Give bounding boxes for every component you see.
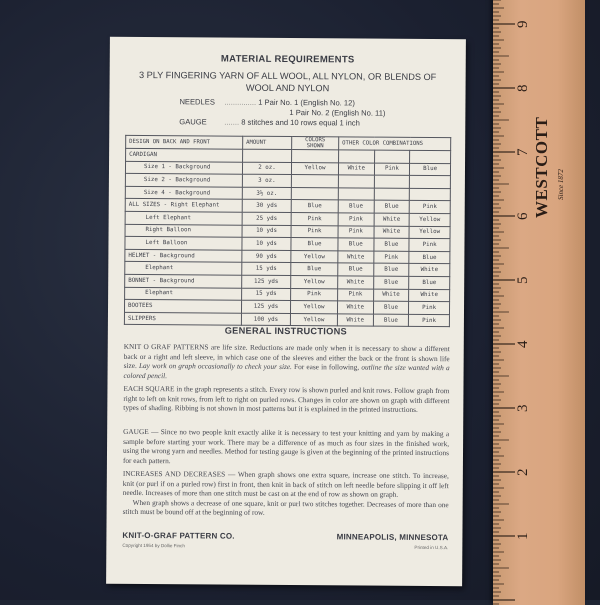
cell-combo-3: Yellow — [409, 226, 450, 239]
cell-combo-2: Blue — [374, 200, 410, 213]
paragraph-italic: outline the size wanted with a colored pencil. — [123, 362, 450, 380]
printed-notice: Printed in U.S.A. — [414, 544, 449, 551]
cell-combo-3 — [410, 188, 451, 201]
cell-combo-2: Blue — [373, 314, 409, 327]
cell-combo-3: Pink — [409, 314, 450, 327]
ruler-since: Since 1872 — [557, 169, 565, 200]
cell-colors-shown: Yellow — [290, 301, 337, 314]
ruler-brand: WESTCOTT — [532, 116, 551, 218]
cell-colors-shown: Blue — [291, 200, 338, 213]
ruler-number: 1 — [515, 532, 531, 540]
cell-colors-shown: Yellow — [290, 313, 337, 326]
cell-design: Elephant — [125, 287, 242, 300]
ruler-number: 4 — [515, 340, 531, 348]
needles-label: NEEDLES — [179, 97, 215, 107]
ruler-number: 2 — [515, 468, 531, 476]
paragraph-lead: GAUGE — [123, 426, 149, 437]
cell-design: Elephant — [125, 262, 242, 275]
paragraph-increases — [123, 469, 449, 519]
cell-combo-2: White — [373, 289, 409, 302]
cell-design: SLIPPERS — [124, 312, 241, 325]
cell-amount: 90 yds — [242, 250, 291, 263]
paragraph-text: in the graph represents a stitch. Every row is shown purled and knit rows. Follow graph from right to left on knit rows, from left to right on purled rows. Changes in color are shown on graph with different types of shading. Ribbing is not shown in most patterns but it is explained in the printed instructions. — [123, 384, 450, 415]
cell-amount: 3 oz. — [242, 174, 291, 187]
cell-colors-shown: Blue — [291, 263, 338, 276]
cell-combo-3: Blue — [409, 251, 450, 264]
cell-combo-1: White — [337, 301, 373, 314]
company-city: MINNEAPOLIS, MINNESOTA — [336, 532, 449, 543]
material-requirements-heading: MATERIAL REQUIREMENTS — [220, 53, 355, 66]
gauge-row — [179, 117, 449, 128]
cell-colors-shown — [291, 175, 338, 188]
cell-combo-2: Pink — [373, 251, 409, 264]
cell-design: Left Balloon — [125, 237, 242, 250]
cell-colors-shown: Yellow — [291, 162, 338, 175]
cell-combo-1 — [339, 150, 375, 163]
cell-design: ALL SIZES - Right Elephant — [125, 199, 242, 212]
cell-amount: 15 yds — [242, 288, 291, 301]
cell-colors-shown: Blue — [291, 238, 338, 251]
cell-combo-1: Pink — [338, 213, 374, 226]
cell-design: Size 4 - Background — [125, 186, 242, 199]
general-instructions-heading: GENERAL INSTRUCTIONS — [224, 325, 348, 337]
cell-combo-2: White — [374, 213, 410, 226]
paragraph-italic: Lay work on graph occasionally to check your size. — [138, 361, 292, 372]
paragraph-lead: EACH SQUARE — [123, 383, 175, 394]
paragraph-text: For ease in following, — [294, 362, 360, 372]
cell-design: Size 1 - Background — [125, 161, 242, 174]
cell-amount: 25 yds — [242, 212, 291, 225]
cell-amount: 10 yds — [242, 225, 291, 238]
ruler-markings — [493, 0, 585, 605]
cell-combo-1: Blue — [338, 263, 374, 276]
wooden-ruler — [493, 0, 585, 605]
cell-combo-1: White — [338, 276, 374, 289]
cell-design: HELMET - Background — [125, 249, 242, 262]
cell-amount: 100 yds — [241, 313, 290, 326]
cell-amount: 125 yds — [241, 300, 290, 313]
cell-combo-2: Blue — [373, 263, 409, 276]
needles-dots: ............... — [224, 97, 257, 107]
cell-combo-3: Blue — [409, 276, 450, 289]
cell-combo-1 — [338, 188, 374, 201]
cell-combo-3: Yellow — [409, 213, 450, 226]
cell-combo-1: White — [338, 251, 374, 264]
cell-colors-shown: Yellow — [291, 275, 338, 288]
cell-amount: 125 yds — [242, 275, 291, 288]
cell-combo-2 — [374, 188, 410, 201]
paragraph-text: When graph shows a decrease of one square, knit or purl two stitches together. Decreases of more than one stitch must be bound off at the beginning of row. — [122, 497, 449, 518]
cell-design: Size 2 - Background — [125, 174, 242, 187]
cell-combo-3: Pink — [409, 201, 450, 214]
paragraph-text: are life size. Reductions are made only when it is necessary to show a different back or a right and left sleeve, in which case one of the sleeves and either the back or the front is shown life size. — [123, 342, 450, 371]
ruler-number: 6 — [515, 212, 531, 220]
paragraph-text: — When graph shows one extra square, increase one stitch. To increase, knit (or purl if on a purled row) first in front, then knit in back of stitch on left needle before slipping it off left needle. Increases of more than one stitch must be cast on at the end of row as shown on graph. — [122, 469, 449, 499]
cell-colors-shown — [292, 150, 339, 163]
cell-combo-1: White — [337, 314, 373, 327]
cell-combo-1 — [338, 175, 374, 188]
header-amount: AMOUNT — [243, 136, 292, 149]
cell-combo-3: Pink — [409, 239, 450, 252]
cell-combo-2: Blue — [374, 238, 410, 251]
cell-combo-1: White — [338, 162, 374, 175]
cell-combo-2 — [374, 150, 410, 163]
header-other-combinations: OTHER COLOR COMBINATIONS — [339, 137, 451, 151]
cell-combo-1: Pink — [338, 225, 374, 238]
material-table — [124, 135, 451, 328]
cell-combo-3: White — [409, 264, 450, 277]
cell-colors-shown: Pink — [291, 213, 338, 226]
ruler-number: 5 — [515, 276, 531, 284]
cell-combo-2: Blue — [373, 276, 409, 289]
paragraph-each-square — [123, 384, 449, 415]
pattern-card — [106, 37, 466, 586]
paragraph-lead: KNIT O GRAF PATTERNS — [123, 341, 209, 352]
cell-combo-2: White — [374, 226, 410, 239]
gauge-dots: ....... — [224, 117, 240, 127]
cell-combo-2 — [374, 175, 410, 188]
copyright-notice: Copyright 1954 by Dollie Finch — [122, 542, 185, 549]
cell-amount: 2 oz. — [242, 162, 291, 175]
cell-design: BOOTEES — [124, 299, 241, 312]
cell-amount: 30 yds — [242, 200, 291, 213]
cell-combo-1: Blue — [338, 238, 374, 251]
cell-combo-3 — [410, 176, 451, 189]
needles-row — [179, 97, 449, 108]
needles-value-1: 1 Pair No. 1 (English No. 12) — [258, 97, 355, 108]
header-design: DESIGN ON BACK AND FRONT — [126, 135, 243, 149]
cell-combo-3 — [410, 150, 451, 163]
cell-combo-1: Pink — [338, 288, 374, 301]
cell-amount — [243, 149, 292, 162]
paragraph-gauge — [123, 427, 449, 468]
header-colors-shown: COLORS SHOWN — [292, 137, 339, 150]
cell-design: CARDIGAN — [126, 148, 243, 161]
cell-design: Right Balloon — [125, 224, 242, 237]
cell-colors-shown: Yellow — [291, 250, 338, 263]
cell-combo-2: Pink — [374, 163, 410, 176]
cell-combo-1: Blue — [338, 200, 374, 213]
ruler-number: 8 — [515, 84, 531, 92]
cell-colors-shown: Pink — [291, 225, 338, 238]
paragraph-life-size — [124, 342, 450, 383]
table-body — [124, 148, 450, 327]
yarn-line: 3 PLY FINGERING YARN OF ALL WOOL, ALL NYLON, OR BLENDS OF WOOL AND NYLON — [138, 69, 437, 94]
cell-design: BONNET - Background — [125, 274, 242, 287]
cell-colors-shown: Pink — [291, 288, 338, 301]
cell-combo-3: Pink — [409, 301, 450, 314]
cell-amount: 15 yds — [242, 263, 291, 276]
ruler-number: 7 — [515, 148, 531, 156]
needles-value-2: 1 Pair No. 2 (English No. 11) — [289, 108, 386, 118]
cell-combo-2: Blue — [373, 301, 409, 314]
paragraph-lead: INCREASES AND DECREASES — [122, 468, 226, 479]
cell-amount: 10 yds — [242, 237, 291, 250]
gauge-label: GAUGE — [179, 117, 207, 127]
cell-combo-3: White — [409, 289, 450, 302]
cell-colors-shown — [291, 187, 338, 200]
paragraph-text: — Since no two people knit exactly alike it is necessary to test your knitting and yarn by making a sample before starting your work. There may be a difference of as much as four sizes in the finished work, using the wrong yarn and needles. Method for testing gauge is given at the beginning of the printed instructions for each pattern. — [122, 427, 450, 465]
cell-design: Left Elephant — [125, 211, 242, 224]
cell-combo-3: Blue — [410, 163, 451, 176]
ruler-number: 3 — [515, 404, 531, 412]
ruler-number: 9 — [515, 20, 531, 28]
cell-amount: 3½ oz. — [242, 187, 291, 200]
gauge-value: 8 stitches and 10 rows equal 1 inch — [241, 117, 360, 128]
company-name: KNIT-O-GRAF PATTERN CO. — [122, 530, 235, 541]
